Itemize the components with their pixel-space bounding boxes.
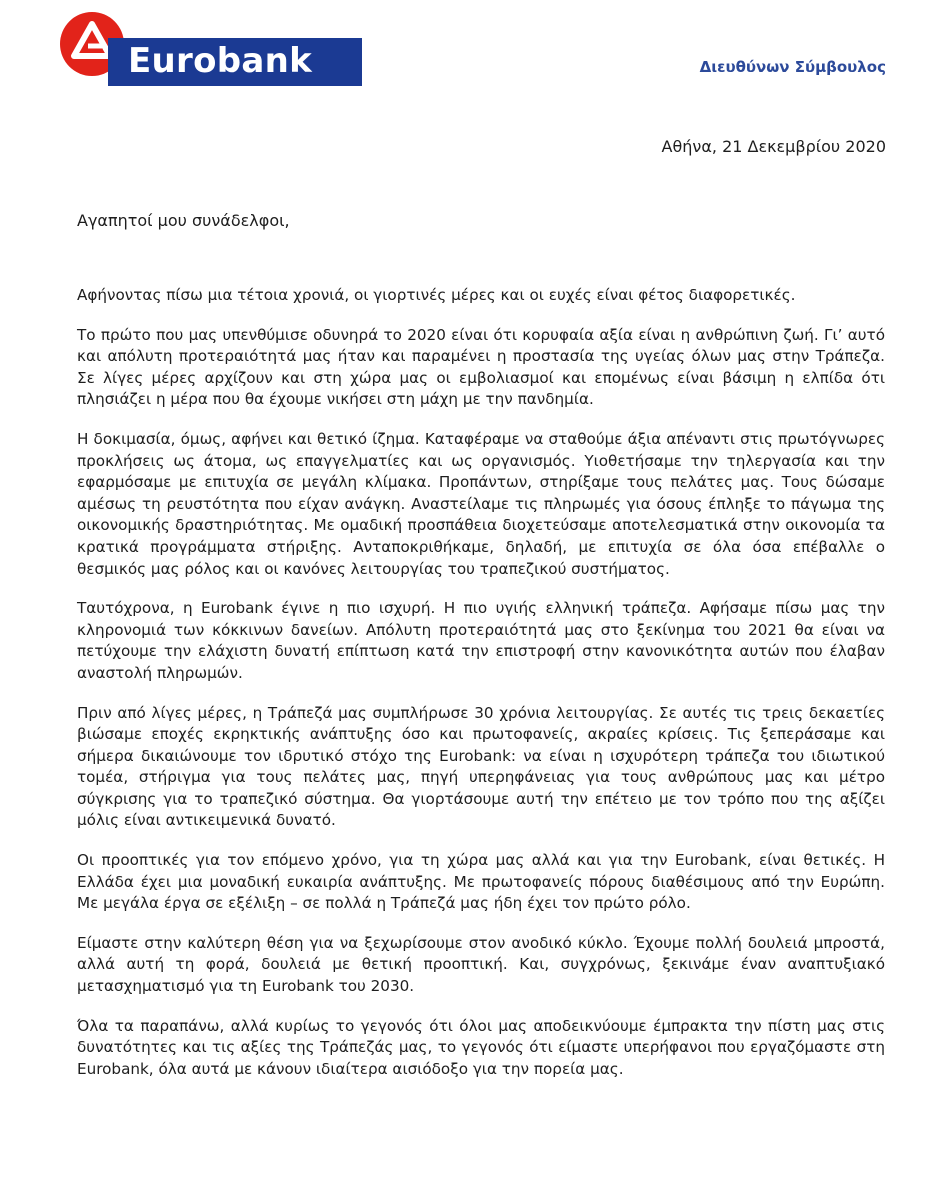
paragraph: Το πρώτο που μας υπενθύμισε οδυνηρά το 2020 είναι ότι κορυφαία αξία είναι η ανθρώπινη ζωή. Γι’ αυτό και απόλυτη προτεραιότητά μας ήταν και παραμένει η προστασία της υγείας όλων μας στην Τράπεζα. Σε λίγες μέρες αρχίζουν και στη χώρα μας οι εμβολιασμοί και επομένως είναι βάσιμη η ελπίδα ότι πλησιάζει η μέρα που θα έχουμε νικήσει στη μάχη με την πανδημία. [77,325,885,409]
letter-body [77,285,885,1098]
paragraph: Όλα τα παραπάνω, αλλά κυρίως το γεγονός ότι όλοι μας αποδεικνύουμε έμπρακτα την πίστη μας στις δυνατότητες και τις αξίες της Τράπεζάς μας, το γεγονός ότι είμαστε υπερήφανοι που εργαζόμαστε στη Eurobank, όλα αυτά με κάνουν ιδιαίτερα αισιόδοξο για την πορεία μας. [77,1016,885,1078]
eurobank-logo [58,10,313,82]
letter-date: Αθήνα, 21 Δεκεμβρίου 2020 [661,137,886,156]
paragraph: Αφήνοντας πίσω μια τέτοια χρονιά, οι γιορτινές μέρες και οι ευχές είναι φέτος διαφορετικές. [77,286,796,304]
sender-title: Διευθύνων Σύμβουλος [699,58,886,76]
letter-salutation: Αγαπητοί μου συνάδελφοι, [77,211,290,230]
logo-wordmark: Eurobank [128,41,313,81]
paragraph: Ταυτόχρονα, η Eurobank έγινε η πιο ισχυρή. Η πιο υγιής ελληνική τράπεζα. Αφήσαμε πίσω μας την κληρονομιά των κόκκινων δανείων. Απόλυτη προτεραιότητά μας στο ξεκίνημα του 2021 θα είναι να πετύχουμε την ελάχιστη δυνατή επίπτωση κατά την επιστροφή στην κανονικότητα αυτών που έλαβαν αναστολή πληρωμών. [77,599,885,682]
paragraph: Οι προοπτικές για τον επόμενο χρόνο, για τη χώρα μας αλλά και για την Eurobank, είναι θετικές. Η Ελλάδα έχει μια μοναδική ευκαιρία ανάπτυξης. Με πρωτοφανείς πόρους διαθέσιμους από την Ευρώπη. Με μεγάλα έργα σε εξέλιξη – σε πολλά η Τράπεζά μας ήδη έχει τον πρώτο ρόλο. [77,851,885,913]
paragraph: Η δοκιμασία, όμως, αφήνει και θετικό ίζημα. Καταφέραμε να σταθούμε άξια απέναντι στις πρωτόγνωρες προκλήσεις ως άτομα, ως επαγγελματίες και ως οργανισμός. Υιοθετήσαμε την τηλεργασία και την εφαρμόσαμε με επιτυχία σε μεγάλη κλίμακα. Προπάντων, στηρίξαμε τους πελάτες μας. Τους δώσαμε αμέσως τη ρευστότητα που είχαν ανάγκη. Αναστείλαμε τις πληρωμές για όσους έπληξε το πάγωμα της οικονομικής δραστηριότητας. Με ομαδική προσπάθεια διοχετεύσαμε αποτελεσματικά στην οικονομία τα κρατικά προγράμματα στήριξης. Ανταποκριθήκαμε, δηλαδή, με επιτυχία σε όλα όσα επέβαλλε ο θεσμικός μας ρόλος και οι κανόνες λειτουργίας του τραπεζικού συστήματος. [77,429,885,578]
paragraph: Πριν από λίγες μέρες, η Τράπεζά μας συμπλήρωσε 30 χρόνια λειτουργίας. Σε αυτές τις τρεις δεκαετίες βιώσαμε εποχές εκρηκτικής ανάπτυξης όσο και πρωτοφανείς, ακραίες κρίσεις. Τις ξεπεράσαμε και σήμερα δικαιώνουμε τον ιδρυτικό στόχο της Eurobank: να είναι η ισχυρότερη τράπεζα του ιδιωτικού τομέα, στήριγμα για τους πελάτες μας, πηγή υπερηφάνειας για τους ανθρώπους μας και μέτρο σύγκρισης για το τραπεζικό σύστημα. Θα γιορτάσουμε αυτή την επέτειο με τον τρόπο που της αξίζει μόλις είναι αντικειμενικά δυνατό. [77,703,885,830]
paragraph: Είμαστε στην καλύτερη θέση για να ξεχωρίσουμε στον ανοδικό κύκλο. Έχουμε πολλή δουλειά μπροστά, αλλά αυτή τη φορά, δουλειά με θετική προοπτική. Και, συγχρόνως, ξεκινάμε έναν αναπτυξιακό μετασχηματισμό για τη Eurobank του 2030. [77,933,885,996]
